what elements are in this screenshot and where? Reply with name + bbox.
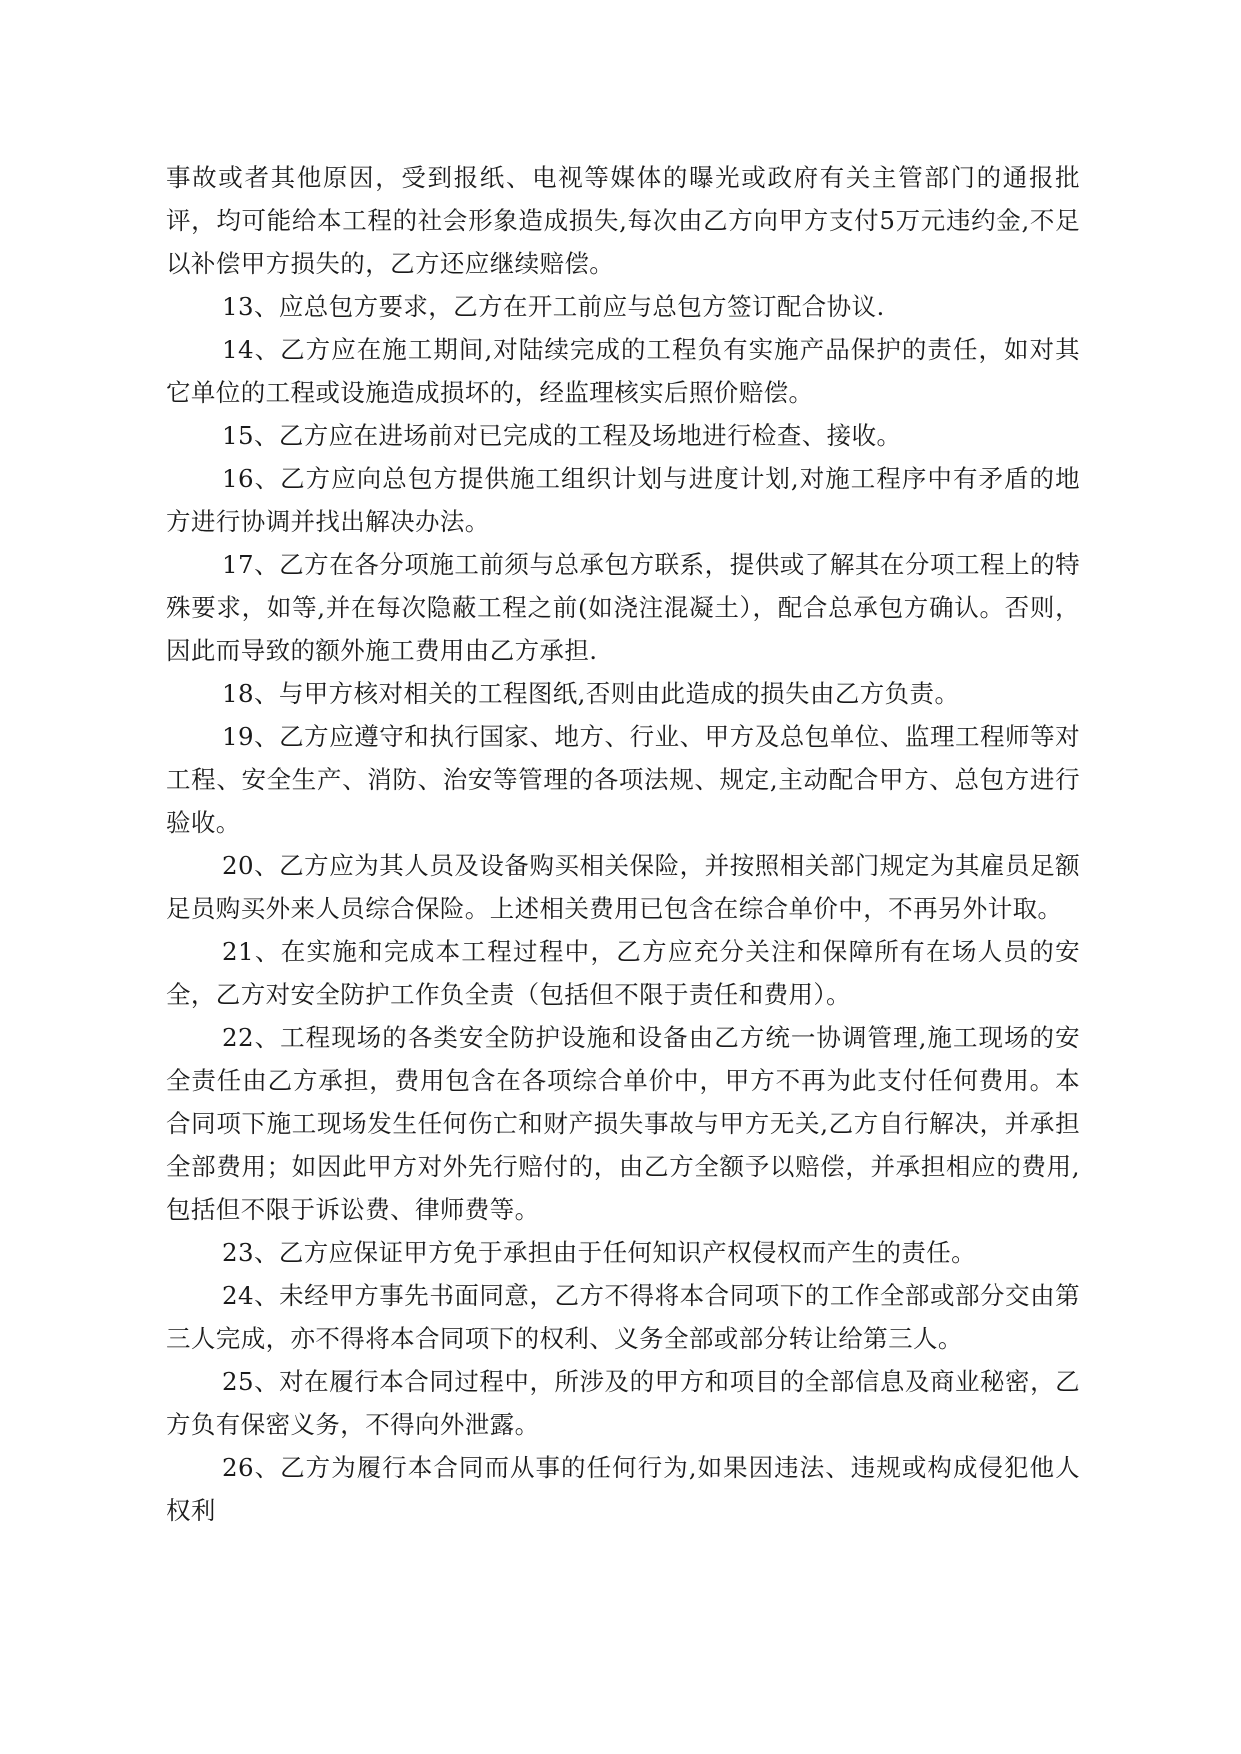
clause-26: 26、乙方为履行本合同而从事的任何行为,如果因违法、违规或构成侵犯他人权利 [166, 1453, 1080, 1525]
clause-19: 19、乙方应遵守和执行国家、地方、行业、甲方及总包单位、监理工程师等对工程、安全生产、消防、治安等管理的各项法规、规定,主动配合甲方、总包方进行验收。 [166, 722, 1080, 837]
clause-17: 17、乙方在各分项施工前须与总承包方联系，提供或了解其在分项工程上的特殊要求，如等,并在每次隐蔽工程之前(如浇注混凝土），配合总承包方确认。否则，因此而导致的额外施工费用由乙方承担. [166, 550, 1080, 665]
clause-16: 16、乙方应向总包方提供施工组织计划与进度计划,对施工程序中有矛盾的地方进行协调并找出解决办法。 [166, 464, 1080, 536]
clause-23: 23、乙方应保证甲方免于承担由于任何知识产权侵权而产生的责任。 [222, 1238, 977, 1267]
clause-22: 22、工程现场的各类安全防护设施和设备由乙方统一协调管理,施工现场的安全责任由乙方承担，费用包含在各项综合单价中，甲方不再为此支付任何费用。本合同项下施工现场发生任何伤亡和财产损失事故与甲方无关,乙方自行解决，并承担全部费用；如因此甲方对外先行赔付的，由乙方全额予以赔偿，并承担相应的费用,包括但不限于诉讼费、律师费等。 [166, 1023, 1080, 1224]
clause-20: 20、乙方应为其人员及设备购买相关保险，并按照相关部门规定为其雇员足额足员购买外来人员综合保险。上述相关费用已包含在综合单价中，不再另外计取。 [166, 851, 1080, 923]
clause-24: 24、未经甲方事先书面同意，乙方不得将本合同项下的工作全部或部分交由第三人完成，亦不得将本合同项下的权利、义务全部或部分转让给第三人。 [166, 1281, 1080, 1353]
clause-25: 25、对在履行本合同过程中，所涉及的甲方和项目的全部信息及商业秘密，乙方负有保密义务，不得向外泄露。 [166, 1367, 1080, 1439]
clause-18: 18、与甲方核对相关的工程图纸,否则由此造成的损失由乙方负责。 [222, 679, 960, 708]
clause-14: 14、乙方应在施工期间,对陆续完成的工程负有实施产品保护的责任，如对其它单位的工程或设施造成损坏的，经监理核实后照价赔偿。 [166, 335, 1080, 407]
clause-15: 15、乙方应在进场前对已完成的工程及场地进行检查、接收。 [222, 421, 902, 450]
clause-21: 21、在实施和完成本工程过程中，乙方应充分关注和保障所有在场人员的安全，乙方对安全防护工作负全责（包括但不限于责任和费用）。 [166, 937, 1080, 1009]
document-body [166, 156, 1080, 1532]
paragraph-continuation: 事故或者其他原因，受到报纸、电视等媒体的曝光或政府有关主管部门的通报批评，均可能给本工程的社会形象造成损失,每次由乙方向甲方支付5万元违约金,不足以补偿甲方损失的，乙方还应继续赔偿。 [166, 163, 1081, 278]
clause-13: 13、应总包方要求，乙方在开工前应与总包方签订配合协议. [222, 292, 885, 321]
